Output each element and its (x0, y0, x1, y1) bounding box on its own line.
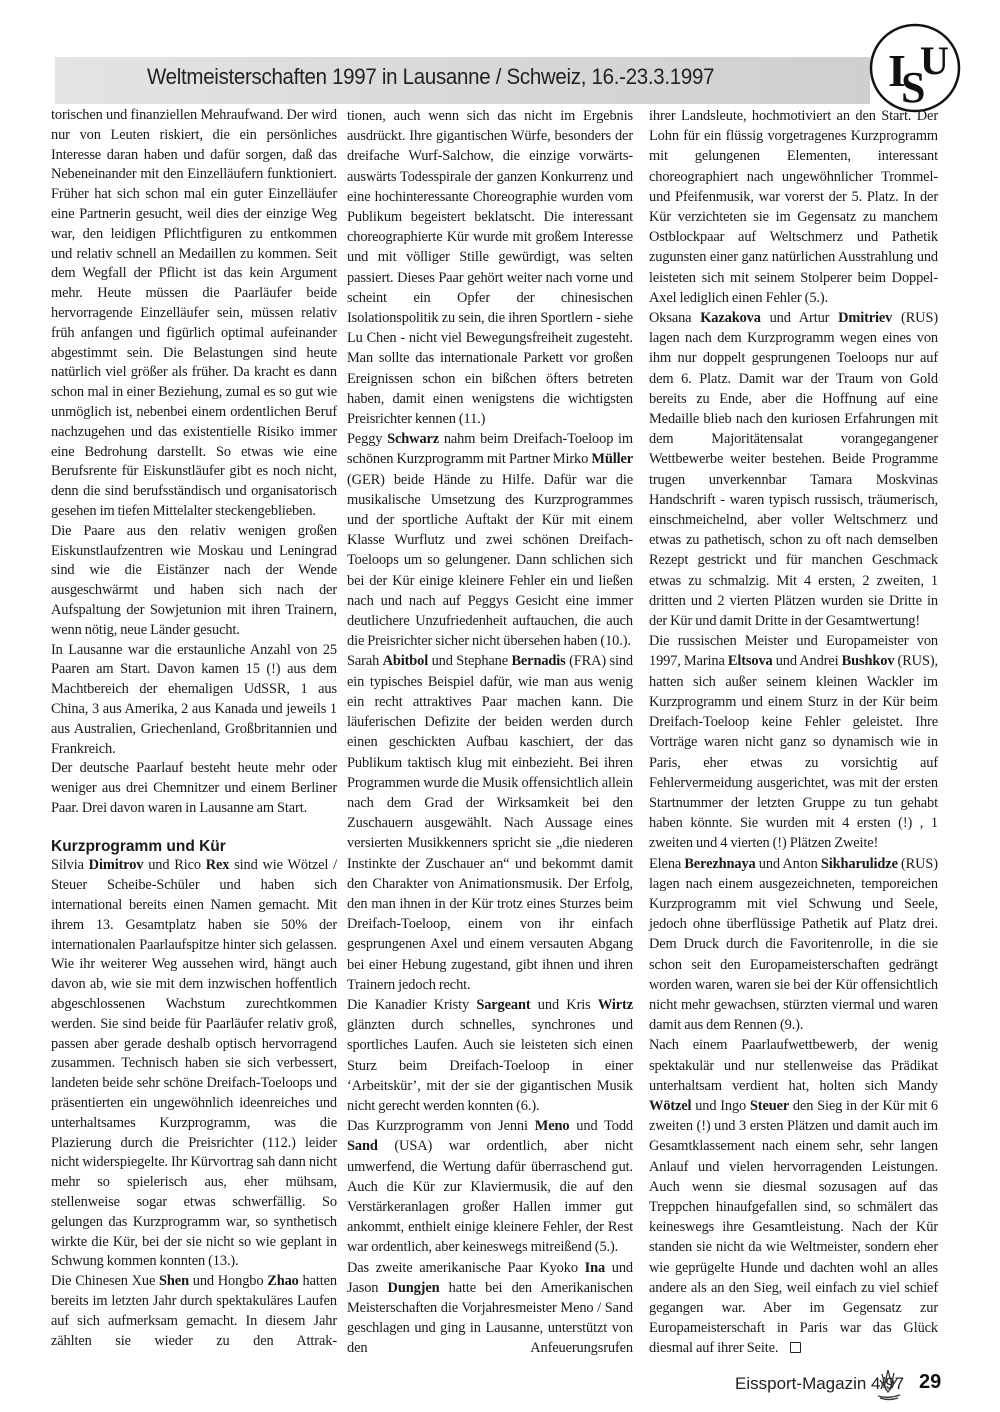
paragraph (649, 854, 938, 1036)
text-run: nahm beim Dreifach-Toeloop im schönen Kurzprogramm mit Partner Mirko (347, 431, 633, 468)
text-run: und Stephane (428, 653, 512, 670)
text-run: Elena (649, 855, 685, 872)
paragraph (347, 1258, 633, 1359)
skater-name: Rex (205, 857, 230, 874)
paragraph (51, 759, 337, 818)
skater-name: Schwarz (387, 431, 440, 448)
text-run: und Andrei (772, 653, 842, 670)
skater-name: Meno (534, 1118, 570, 1135)
text-run: torischen und finanziellen Mehraufwand. Der wird nur von Leuten riskiert, die ein persönliches Interesse daran haben und dafür sorgen, daß das Nebeneinander mit den Einzelläufern funktioniert. Früher hat sich schon mal ein guter Einzelläufer eine Partnerin gesucht, weil dies der einzige Weg war, den leidigen Pflichtfiguren zu entkommen und relativ schnell an Medaillen zu kommen. Seit dem Wegfall der Pflicht ist das kein Argument mehr. Heute müssen die Paarläufer beide hervorragende Einzelläufer sein, müssen relativ früh anfangen und figürlich optimal aufeinander abgestimmt sein. Die Belastungen sind heute natürlich viel größer als früher. Da kracht es dann schon mal in einer Beziehung, zumal es so gut wie unmöglich ist, nebenbei einem ordentlichen Beruf nachzugehen und das existentielle Risiko immer eine Bedrohung darstellt. So etwas wie eine Berufsrente für Eiskunstläufer gibt es noch nicht, denn die sind berufsständisch und organisatorisch gesehen im tiefen Mittelalter steckengeblieben. (51, 107, 337, 519)
paragraph (649, 308, 938, 631)
article-column-3 (649, 106, 938, 1359)
paragraph (51, 641, 337, 760)
text-run: In Lausanne war die erstaunliche Anzahl von 25 Paaren am Start. Davon kamen 15 (!) aus dem Machtbereich der ehemaligen UdSSR, 1 aus China, 3 aus Amerika, 2 aus Kanada und jeweils 1 aus Australien, Griechenland, Großbritannien und Frankreich. (51, 641, 337, 757)
paragraph (51, 106, 337, 522)
skater-name: Dimitrov (88, 857, 144, 874)
isu-logo (868, 22, 962, 114)
text-run: sind wie Wötzel / Steuer Scheibe-Schüler und haben sich international bereits einen Namen gemacht. Mit ihrem 13. Gesamtplatz haben sie 50% der internationalen Paarlaufspitze hinter sich gelassen. Wie ihr weiterer Weg aussehen wird, hängt auch davon ab, wie sie mit dem inzwischen hoffentlich abgeschlossenen Wachstum zurechtkommen werden. Sie sind beide für Paarläufer relativ groß, passen aber gerade deshalb optisch hervorragend zusammen. Technisch haben sie sich verbessert, landeten beide sehr schöne Dreifach-Toeloops und präsentierten ein ungewöhnlich ideenreiches und unterhaltsames Kurzprogramm, was die Plazierung durch die Preisrichter (112.) leider nicht widerspiegelte. Ihr Kürvortrag sah dann nicht mehr so spielerisch aus, eher mühsam, stellenweise sogar etwas schwerfällig. So gelungen das Kurzprogramm war, so synthetisch wirkte die Kür, bei der sie nicht so wie geplant in Schwung kommen konnten (13.). (51, 857, 337, 1270)
text-run: (RUS) lagen nach dem Kurzprogramm wegen eines von ihm nur doppelt gesprungenen Toeloops nur auf dem 6. Platz. Damit war der Traum von Gold bereits zu Ende, aber die Hoffnung auf eine Medaille blieb nach den kuriosen Erfahrungen mit dem Majoritätensalat vorangegangener Wettbewerbe weiter bestehen. Beide Programme trugen unverkennbar Tamara Moskvinas Handschrift - waren typisch russisch, träumerisch, einschmeichelnd, aber voller Weltschmerz und etwas zu pathetisch, schon zu oft nach demselben Rezept gestrickt und für manchen Geschmack etwas zu schmalzig. Mit 4 ersten, 2 zweiten, 1 dritten und 2 vierten Plätzen wurden sie Dritte in der Kür und damit Dritte in der Gesamtwertung! (649, 310, 938, 630)
text-run: (GER) beide Hände zu Hilfe. Dafür war die musikalische Umsetzung des Kurzprogrammes und der sportliche Auftakt der Kür mit einem Klasse Wurflutz und zwei schönen Dreifach-Toeloops um so gelungener. Dann schlichen sich bei der Kür einige kleinere Fehler ein und ließen nach und nach auf Peggys Gesicht eine immer deutlichere Unzufriedenheit auftauchen, die auch die Preisrichter sicher nicht übersehen haben (10.). (347, 471, 633, 650)
skater-name: Dungjen (387, 1279, 440, 1296)
skater-name: Kazakova (700, 310, 761, 327)
text-run: und Jason (347, 1259, 633, 1296)
skater-name: Berezhnaya (684, 855, 756, 872)
skater-name: Steuer (749, 1097, 790, 1114)
text-run: Die Paare aus den relativ wenigen großen Eiskunstlaufzentren wie Moskau und Leningrad sind wie die Eistänzer nach der Wende ausgeschwärmt und haben sich nach der Aufspaltung der Sowjetunion mit ihren Trainern, wenn nötig, neue Länder gesucht. (51, 522, 337, 638)
paragraph (51, 1272, 337, 1351)
skater-name: Sikharulidze (820, 855, 898, 872)
paragraph (649, 631, 938, 853)
skater-name: Bushkov (841, 653, 895, 670)
text-run: Die Kanadier Kristy (347, 996, 477, 1013)
text-run: Das zweite amerikanische Paar Kyoko (347, 1259, 585, 1276)
text-run: hatte bei den Amerikanischen Meisterschaften die Vorjahresmeister Meno / Sand geschlagen und ging in Lausanne, unterstützt von den Anfeuerungsrufen (347, 1279, 633, 1357)
skater-icon (874, 1368, 904, 1402)
text-run: und Todd (569, 1118, 634, 1135)
text-run: Peggy (347, 431, 388, 448)
paragraph (347, 106, 633, 429)
paragraph (649, 106, 938, 308)
text-run: tionen, auch wenn sich das nicht im Ergebnis ausdrückt. Ihre gigantischen Würfe, besonders der dreifache Wurf-Salchow, die einzige vorwärts-auswärts Todesspirale der ganzen Konkurrenz und eine hochinteressante Choreographie wurden vom Publikum begeistert beklatscht. Die interessant choreographierte Kür wurde mit großem Interesse und mit völliger Stille gewürdigt, was selten passiert. Dieses Paar gehört weiter nach vorne und scheint ein Opfer der chinesischen Isolationspolitik zu sein, die ihren Sportlern - siehe Lu Chen - nicht viel Bewegungsfreiheit zugesteht. Man sollte das internationale Parkett vor großen Ereignissen schon ein bißchen öfters betreten haben, damit einen wenigstens die wichtigsten Preisrichter kennen (11.) (347, 108, 633, 428)
text-run: ihrer Landsleute, hochmotiviert an den Start. Der Lohn für ein flüssig vorgetragenes Kurzprogramm mit gelungenen Elementen, interessant choreographiert nach ungewöhnlicher Trommel- und Pfeifenmusik, war vorerst der 5. Platz. In der Kür verzichteten sie im Gegensatz zu manchem Ostblockpaar auf Weltschmerz und Pathetik zugunsten einer ganz natürlichen Ausstrahlung und leisteten sich mit seinem Stolperer beim Doppel-Axel lediglich einen Fehler (5.). (649, 108, 938, 306)
paragraph (347, 429, 633, 651)
paragraph (649, 1035, 938, 1358)
skater-name: Wirtz (597, 996, 634, 1013)
paragraph (347, 651, 633, 994)
magazine-issue: Eissport-Magazin 4/97 (735, 1374, 905, 1393)
skater-name: Zhao (267, 1273, 299, 1290)
text-run: Sarah (347, 653, 383, 670)
skater-name: Bernadis (511, 653, 566, 670)
page-number: 29 (919, 1371, 942, 1393)
text-run: und Ingo (691, 1097, 750, 1114)
skater-name: Ina (584, 1259, 606, 1276)
text-run: und Kris (530, 996, 598, 1013)
text-run: glänzten durch schnelles, synchrones und sportliches Laufen. Auch sie leisteten sich einen Sturz beim Dreifach-Toeloop in einer ‘Arbeitskür’, mit der sie der gigantischen Musik nicht gerecht werden konnten (6.). (347, 1017, 633, 1114)
end-of-article-square-icon (790, 1342, 801, 1353)
skater-name: Dmitriev (838, 310, 893, 327)
text-run: (USA) war ordentlich, aber nicht umwerfend, die Wertung dafür überraschend gut. Auch die Kür zur Klaviermusik, die auf den Verstärkeranlagen großer Hallen immer gut ankommt, enthielt einige kleinere Fehler, der Rest war ordentlich, aber keineswegs mitreißend (5.). (347, 1138, 633, 1256)
text-run: und Rico (143, 857, 206, 874)
skater-name: Abitbol (382, 653, 429, 670)
paragraph (347, 1116, 633, 1257)
text-run: Der deutsche Paarlauf besteht heute mehr oder weniger aus drei Chemnitzer und einem Berliner Paar. Drei davon waren in Lausanne am Start. (51, 760, 337, 816)
text-run: Oksana (649, 310, 701, 327)
text-run: Die Chinesen Xue (51, 1273, 160, 1290)
skater-name: Wötzel (649, 1097, 692, 1114)
paragraph (347, 995, 633, 1116)
skater-name: Shen (159, 1273, 189, 1290)
text-run: Kurzprogramm und Kür (51, 837, 226, 855)
paragraph (51, 522, 337, 641)
text-run: den Sieg in der Kür mit 6 zweiten (!) und 3 ersten Plätzen und damit auch im Gesamtklassement nach einem sehr, sehr langen Anlauf und vielen hervorragenden Leistungen. Auch wenn sie diesmal sozusagen auf das Treppchen hinaufgefallen sind, so schmälert das keineswegs ihre Gesamtleistung. Nach der Kür standen sie nicht da wie Weltmeister, sondern eher wie geprügelte Hunde und dachten wohl an alles andere als an den Sieg, weil einfach zu viel schief gegangen war. Aber im Gegensatz zur Europameisterschaft in Paris war das Glück diesmal auf ihrer Seite. (649, 1097, 938, 1357)
svg-text:S: S (901, 63, 926, 112)
text-run: Die russischen Meister und Europameister von 1997, Marina (649, 633, 938, 670)
article-column-2 (347, 106, 633, 1359)
text-run: (FRA) sind ein typisches Beispiel dafür, wie man aus wenig ein recht attraktives Paar machen kann. Die läuferischen Defizite der beiden werden durch einen geschickten Aufbau kaschiert, der das Publikum taktisch klug mit einbezieht. Bei ihren Programmen wurde die Musik offensichtlich allein nach dem Grad der Wirksamkeit bei den Zuschauern ausgewählt. Nach Aussage eines versierten Musikkenners spricht sie „die niederen Instinkte der Zuschauer an“ und bekommt damit den Charakter von Animationsmusik. Der Erfolg, den man ihnen in der Kür trotz eines Sturzes beim Dreifach-Toeloop, einem von ihr einfach gesprungenen Axel und einem versauten Abgang bei einer Hebung zugestand, gibt ihnen und ihren Trainern jedoch recht. (347, 653, 633, 993)
text-run: und Anton (755, 855, 821, 872)
text-run: und Artur (760, 310, 839, 327)
svg-text:U: U (920, 38, 949, 83)
article-column-1 (51, 106, 337, 1351)
skater-name: Sargeant (476, 996, 531, 1013)
text-run: und Hongbo (188, 1273, 268, 1290)
paragraph (51, 856, 337, 1272)
text-run: Nach einem Paarlaufwettbewerb, der wenig spektakulär und nur stellenweise das Prädikat unterhaltsam verdient hat, holten sich Mandy (649, 1037, 938, 1094)
page-header-title: Weltmeisterschaften 1997 in Lausanne / Schweiz, 16.-23.3.1997 (147, 64, 715, 89)
text-run: (RUS), hatten sich außer seinem kleinen Wackler im Kurzprogramm und einem Sturz in der Kür beim Dreifach-Toeloop keine Fehler geleistet. Ihre Vorträge waren nicht ganz so dynamisch wie in Paris, eher etwas zu vorsichtig auf Fehlervermeidung ausgerichtet, was mit der ersten Startnummer der letzten Gruppe zu tun gehabt haben könnte. Sie wurden mit 4 ersten (!) , 1 zweiten und 4 vierten (!) Plätzen Zweite! (649, 653, 938, 852)
svg-text:I: I (888, 45, 906, 96)
text-run: Silvia (51, 857, 89, 874)
text-run: hatten bereits im letzten Jahr durch spektakuläres Laufen auf sich aufmerksam gemacht. In diesem Jahr zählten sie wieder zu den Attrak- (51, 1273, 337, 1349)
skater-name: Eltsova (727, 653, 773, 670)
section-heading (51, 837, 337, 857)
skater-name: Müller (591, 451, 633, 468)
text-run: Das Kurzprogramm von Jenni (347, 1118, 535, 1135)
skater-name: Sand (347, 1138, 378, 1155)
text-run: (RUS) lagen nach einem ausgezeichneten, temporeichen Kurzprogramm mit viel Schwung und Seele, jedoch ohne überflüssige Pathetik auf Platz drei. Dem Druck durch die Favoritenrolle, in die sie schon seit den Europameisterschaften gedrängt worden waren, waren sie bei der Kür offensichtlich nicht mehr gewachsen, stürzten viermal und waren damit aus dem Rennen (9.). (649, 855, 938, 1034)
